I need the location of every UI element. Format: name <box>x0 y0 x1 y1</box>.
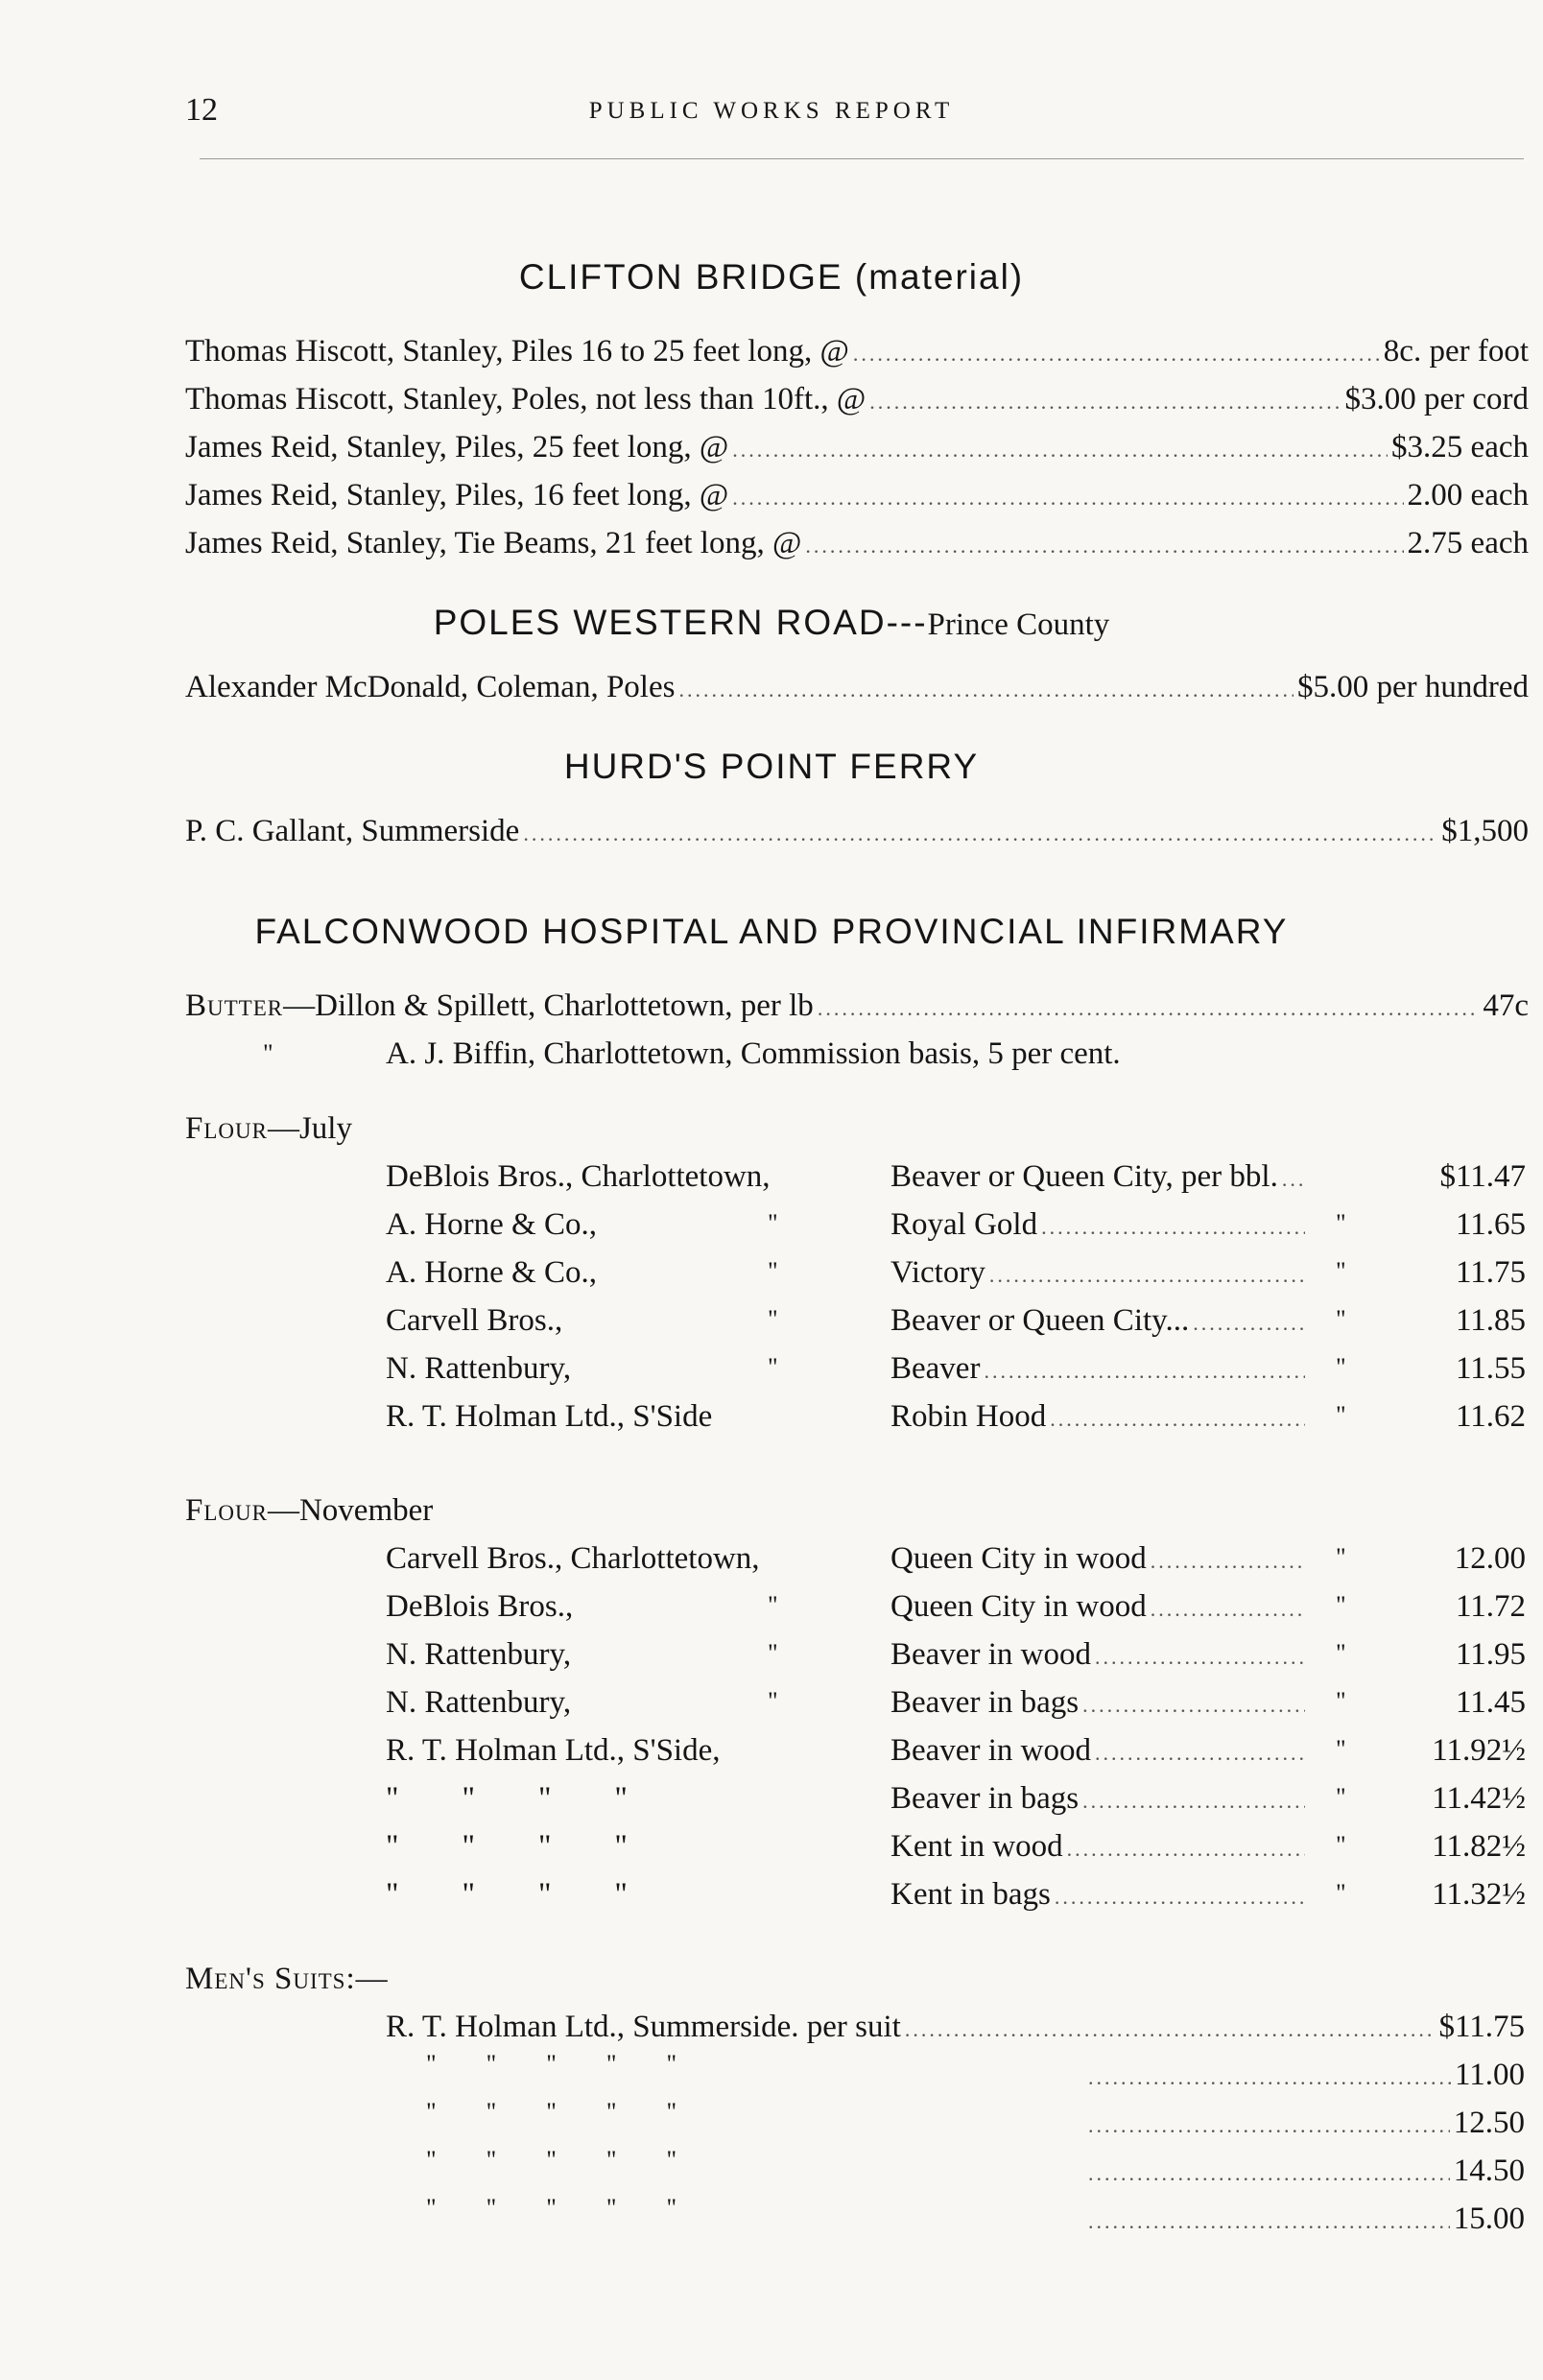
leader-dots <box>732 486 1403 511</box>
product-cell <box>890 1829 1309 1865</box>
product-cell <box>890 1637 1309 1673</box>
leader-dots <box>732 438 1388 463</box>
price-cell: 11.75 <box>1455 1255 1526 1290</box>
ditto-mark: " <box>768 1305 778 1333</box>
price-cell: 11.62 <box>1455 1399 1526 1434</box>
ditto-mark: " " " " " <box>426 2194 677 2222</box>
leader-dots <box>1282 1167 1305 1192</box>
leader-dots <box>905 2017 1436 2042</box>
ditto-mark: " <box>1336 1257 1346 1285</box>
row-value: $3.25 each <box>1391 430 1529 464</box>
price-cell: 11.72 <box>1455 1589 1526 1624</box>
price-cell: 11.82½ <box>1432 1829 1526 1864</box>
row-text: R. T. Holman Ltd., Summerside. per suit <box>386 2010 901 2044</box>
clifton-row <box>185 430 1529 465</box>
product-cell <box>890 1303 1309 1339</box>
row-text: Thomas Hiscott, Stanley, Piles 16 to 25 feet long, @ <box>185 334 849 369</box>
ditto-mark: " <box>1336 1687 1346 1715</box>
product-cell <box>890 1781 1309 1817</box>
leader-dots <box>1050 1407 1305 1432</box>
suits-label <box>185 1962 388 1997</box>
row-text: Alexander McDonald, Coleman, Poles <box>185 670 676 704</box>
product-text: Queen City in wood <box>890 1541 1147 1576</box>
product-cell <box>890 1399 1309 1435</box>
price-cell: 11.55 <box>1455 1351 1526 1386</box>
ditto-mark: " <box>768 1639 778 1667</box>
suits-row <box>386 2010 1525 2045</box>
supplier-cell: Carvell Bros., <box>386 1303 563 1338</box>
clifton-row <box>185 382 1529 417</box>
leader-dots <box>818 996 1480 1021</box>
product-text: Victory <box>890 1255 985 1290</box>
row-value: $11.75 <box>1438 2010 1525 2044</box>
product-cell <box>890 1877 1309 1913</box>
price-cell: 11.32½ <box>1432 1877 1526 1912</box>
product-text: Beaver in wood <box>890 1637 1091 1672</box>
row-value: $3.00 per cord <box>1344 382 1529 416</box>
falconwood-heading: FALCONWOOD HOSPITAL AND PROVINCIAL INFIRMARY <box>254 912 1289 951</box>
supplier-cell: " " " " <box>386 1877 628 1912</box>
price-cell: 11.85 <box>1455 1303 1526 1338</box>
supplier-cell: DeBlois Bros., Charlottetown, <box>386 1159 771 1194</box>
row-text: James Reid, Stanley, Tie Beams, 21 feet long, @ <box>185 526 802 560</box>
butter-label: Butter <box>185 988 284 1023</box>
ditto-mark: " <box>1336 1591 1346 1619</box>
supplier-cell: " " " " <box>386 1781 628 1816</box>
supplier-cell: A. Horne & Co., <box>386 1255 597 1290</box>
leader-dots <box>989 1263 1305 1288</box>
price-cell: 12.00 <box>1454 1541 1526 1576</box>
ditto-mark: " <box>1336 1209 1346 1237</box>
row-text: James Reid, Stanley, Piles, 25 feet long, @ <box>185 430 729 464</box>
leader-dots <box>1067 1837 1305 1862</box>
price-cell: 11.92½ <box>1432 1733 1526 1768</box>
poles-heading-sub: Prince County <box>927 607 1110 642</box>
supplier-cell: R. T. Holman Ltd., S'Side <box>386 1399 713 1434</box>
ditto-mark: " <box>263 1039 273 1067</box>
running-title: PUBLIC WORKS REPORT <box>588 98 955 124</box>
clifton-row <box>185 478 1529 513</box>
suits-row <box>1084 2154 1525 2189</box>
product-cell <box>890 1351 1309 1387</box>
suits-label-text: Men's Suits: <box>185 1962 356 1996</box>
poles-row <box>185 670 1529 705</box>
butter-row-text: A. J. Biffin, Charlottetown, Commission basis, 5 per cent. <box>386 1036 1121 1071</box>
leader-dots <box>1088 2113 1450 2138</box>
supplier-cell: N. Rattenbury, <box>386 1637 572 1672</box>
product-cell <box>890 1733 1309 1769</box>
supplier-cell: DeBlois Bros., <box>386 1589 574 1624</box>
product-text: Kent in wood <box>890 1829 1063 1864</box>
flour-july-label <box>185 1111 352 1147</box>
product-text: Beaver in bags <box>890 1685 1080 1720</box>
leader-dots <box>678 678 1294 702</box>
row-value: 12.50 <box>1453 2106 1525 2140</box>
ditto-mark: " <box>768 1353 778 1381</box>
leader-dots <box>1088 2065 1451 2090</box>
supplier-cell: " " " " <box>386 1829 628 1864</box>
price-cell: $11.47 <box>1439 1159 1526 1194</box>
hurds-heading: HURD'S POINT FERRY <box>563 747 980 786</box>
leader-dots <box>1151 1549 1305 1574</box>
page-number: 12 <box>185 92 218 128</box>
product-cell <box>890 1255 1309 1291</box>
leader-dots <box>1082 1789 1305 1814</box>
product-cell <box>890 1685 1309 1721</box>
price-cell: 11.65 <box>1455 1207 1526 1242</box>
ditto-mark: " <box>1336 1401 1346 1429</box>
suits-row <box>1084 2106 1525 2141</box>
row-value: 15.00 <box>1453 2202 1525 2236</box>
leader-dots <box>869 390 1341 415</box>
ditto-mark: " <box>1336 1735 1346 1763</box>
product-text: Beaver <box>890 1351 981 1386</box>
row-value: 8c. per foot <box>1383 334 1529 369</box>
product-text: Beaver in wood <box>890 1733 1091 1768</box>
price-cell: 11.45 <box>1455 1685 1526 1720</box>
row-text: —Dillon & Spillett, Charlottetown, per lb <box>283 988 814 1023</box>
product-cell <box>890 1207 1309 1243</box>
leader-dots <box>1095 1741 1305 1766</box>
clifton-row <box>185 526 1529 561</box>
flour-label: Flour <box>185 1493 268 1528</box>
flour-month: —July <box>267 1111 352 1146</box>
leader-dots <box>1041 1215 1305 1240</box>
ditto-mark: " <box>1336 1879 1346 1907</box>
supplier-cell: R. T. Holman Ltd., S'Side, <box>386 1733 721 1768</box>
suits-label-dash: — <box>355 1962 388 1996</box>
leader-dots <box>1088 2209 1450 2234</box>
ditto-mark: " " " " " <box>426 2050 677 2078</box>
hurds-row <box>185 814 1529 849</box>
row-value: 14.50 <box>1453 2154 1525 2188</box>
ditto-mark: " <box>1336 1639 1346 1667</box>
product-text: Beaver or Queen City... <box>890 1303 1190 1338</box>
leader-dots <box>523 821 1437 846</box>
supplier-cell: N. Rattenbury, <box>386 1351 572 1386</box>
suits-row <box>1084 2058 1525 2093</box>
leader-dots <box>1095 1645 1305 1670</box>
leader-dots <box>1055 1885 1305 1910</box>
row-text: Thomas Hiscott, Stanley, Poles, not less than 10ft., @ <box>185 382 866 416</box>
ditto-mark: " <box>1336 1831 1346 1859</box>
ditto-mark: " <box>1336 1353 1346 1381</box>
leader-dots <box>1082 1693 1305 1718</box>
flour-month: —November <box>267 1493 434 1528</box>
ditto-mark: " " " " " <box>426 2098 677 2126</box>
leader-dots <box>1193 1311 1305 1336</box>
leader-dots <box>1151 1597 1305 1622</box>
row-text: James Reid, Stanley, Piles, 16 feet long, @ <box>185 478 729 512</box>
ditto-mark: " <box>1336 1305 1346 1333</box>
row-value: $5.00 per hundred <box>1296 670 1529 704</box>
row-value: 47c <box>1483 988 1529 1023</box>
product-text: Robin Hood <box>890 1399 1047 1434</box>
product-text: Queen City in wood <box>890 1589 1147 1624</box>
leader-dots <box>853 342 1380 367</box>
row-value: 11.00 <box>1454 2058 1525 2092</box>
ditto-mark: " <box>768 1687 778 1715</box>
suits-row <box>1084 2202 1525 2237</box>
leader-dots <box>984 1359 1305 1384</box>
row-value: 2.00 each <box>1407 478 1529 512</box>
product-text: Beaver in bags <box>890 1781 1080 1816</box>
supplier-cell: Carvell Bros., Charlottetown, <box>386 1541 760 1576</box>
poles-heading <box>0 603 1543 643</box>
row-text: P. C. Gallant, Summerside <box>185 814 520 848</box>
row-value: 2.75 each <box>1407 526 1529 560</box>
supplier-cell: N. Rattenbury, <box>386 1685 572 1720</box>
product-cell <box>890 1589 1309 1625</box>
product-cell <box>890 1541 1309 1577</box>
ditto-mark: " " " " " <box>426 2146 677 2174</box>
ditto-mark: " <box>1336 1783 1346 1811</box>
ditto-mark: " <box>768 1257 778 1285</box>
clifton-heading: CLIFTON BRIDGE (material) <box>518 257 1025 297</box>
flour-nov-label <box>185 1493 433 1529</box>
butter-row <box>185 988 1529 1024</box>
product-text: Beaver or Queen City, per bbl. <box>890 1159 1278 1194</box>
ditto-mark: " <box>1336 1543 1346 1571</box>
ditto-mark: " <box>768 1209 778 1237</box>
supplier-cell: A. Horne & Co., <box>386 1207 597 1242</box>
ditto-mark: " <box>768 1591 778 1619</box>
flour-label: Flour <box>185 1111 268 1146</box>
product-text: Royal Gold <box>890 1207 1038 1242</box>
row-value: $1,500 <box>1441 814 1529 848</box>
price-cell: 11.42½ <box>1432 1781 1526 1816</box>
price-cell: 11.95 <box>1455 1637 1526 1672</box>
product-text: Kent in bags <box>890 1877 1051 1912</box>
leader-dots <box>1088 2161 1450 2186</box>
header-rule <box>200 158 1524 159</box>
leader-dots <box>805 534 1403 559</box>
poles-heading-main: POLES WESTERN ROAD--- <box>433 603 928 642</box>
clifton-row <box>185 334 1529 369</box>
product-cell <box>890 1159 1309 1195</box>
